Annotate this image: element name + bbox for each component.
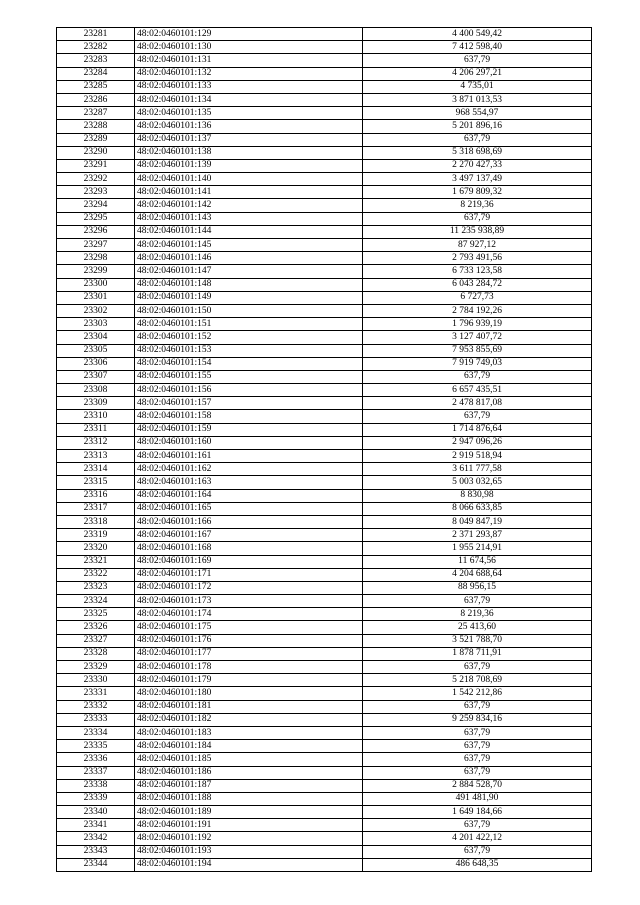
row-number: 23328: [57, 647, 135, 660]
table-row: [57, 726, 592, 739]
cadastral-value: 7 953 855,69: [363, 344, 592, 357]
row-number: 23321: [57, 555, 135, 568]
cadastral-number: 48:02:0460101:165: [135, 502, 363, 515]
cadastral-number: 48:02:0460101:185: [135, 753, 363, 766]
table-row: [57, 212, 592, 225]
cadastral-value: 637,79: [363, 700, 592, 713]
row-number: 23305: [57, 344, 135, 357]
cadastral-value: 4 735,01: [363, 80, 592, 93]
table-row: [57, 845, 592, 858]
cadastral-number: 48:02:0460101:143: [135, 212, 363, 225]
row-number: 23322: [57, 568, 135, 581]
cadastral-value: 1 679 809,32: [363, 186, 592, 199]
cadastral-value: 8 830,98: [363, 489, 592, 502]
table-row: [57, 608, 592, 621]
cadastral-value: 87 927,12: [363, 239, 592, 252]
row-number: 23310: [57, 410, 135, 423]
cadastral-number: 48:02:0460101:183: [135, 726, 363, 739]
table-row: [57, 450, 592, 463]
row-number: 23299: [57, 265, 135, 278]
cadastral-value: 4 206 297,21: [363, 67, 592, 80]
row-number: 23334: [57, 726, 135, 739]
table-row: [57, 832, 592, 845]
cadastral-value: 11 235 938,89: [363, 225, 592, 238]
cadastral-value: 637,79: [363, 133, 592, 146]
cadastral-value: 2 919 518,94: [363, 450, 592, 463]
row-number: 23317: [57, 502, 135, 515]
table-row: [57, 159, 592, 172]
cadastral-value: 637,79: [363, 54, 592, 67]
cadastral-number: 48:02:0460101:156: [135, 384, 363, 397]
cadastral-value: 7 412 598,40: [363, 41, 592, 54]
cadastral-value: 6 733 123,58: [363, 265, 592, 278]
row-number: 23290: [57, 146, 135, 159]
cadastral-value: 6 657 435,51: [363, 384, 592, 397]
table-row: [57, 661, 592, 674]
table-row: [57, 133, 592, 146]
table-row: [57, 239, 592, 252]
cadastral-value: 88 956,15: [363, 581, 592, 594]
cadastral-value: 1 649 184,66: [363, 806, 592, 819]
table-row: [57, 344, 592, 357]
row-number: 23295: [57, 212, 135, 225]
cadastral-number: 48:02:0460101:172: [135, 581, 363, 594]
cadastral-number: 48:02:0460101:182: [135, 713, 363, 726]
table-row: [57, 120, 592, 133]
table-row: [57, 581, 592, 594]
cadastral-number: 48:02:0460101:131: [135, 54, 363, 67]
row-number: 23312: [57, 436, 135, 449]
row-number: 23307: [57, 370, 135, 383]
cadastral-value: 2 270 427,33: [363, 159, 592, 172]
row-number: 23340: [57, 806, 135, 819]
cadastral-number: 48:02:0460101:160: [135, 436, 363, 449]
row-number: 23327: [57, 634, 135, 647]
row-number: 23306: [57, 357, 135, 370]
row-number: 23330: [57, 674, 135, 687]
row-number: 23288: [57, 120, 135, 133]
cadastral-number: 48:02:0460101:173: [135, 595, 363, 608]
row-number: 23286: [57, 93, 135, 106]
cadastral-value: 637,79: [363, 410, 592, 423]
cadastral-value: 4 204 688,64: [363, 568, 592, 581]
cadastral-number: 48:02:0460101:163: [135, 476, 363, 489]
cadastral-value: 6 043 284,72: [363, 278, 592, 291]
row-number: 23304: [57, 331, 135, 344]
row-number: 23292: [57, 173, 135, 186]
cadastral-value: 8 066 633,85: [363, 502, 592, 515]
cadastral-value: 5 218 708,69: [363, 674, 592, 687]
cadastral-value: 3 611 777,58: [363, 463, 592, 476]
cadastral-value: 2 371 293,87: [363, 529, 592, 542]
table-row: [57, 41, 592, 54]
row-number: 23337: [57, 766, 135, 779]
table-row: [57, 555, 592, 568]
cadastral-number: 48:02:0460101:194: [135, 858, 363, 871]
cadastral-number: 48:02:0460101:153: [135, 344, 363, 357]
cadastral-value: 5 201 896,16: [363, 120, 592, 133]
cadastral-number: 48:02:0460101:191: [135, 819, 363, 832]
cadastral-number: 48:02:0460101:150: [135, 304, 363, 317]
row-number: 23320: [57, 542, 135, 555]
cadastral-number: 48:02:0460101:166: [135, 515, 363, 528]
cadastral-number: 48:02:0460101:158: [135, 410, 363, 423]
row-number: 23291: [57, 159, 135, 172]
cadastral-number: 48:02:0460101:193: [135, 845, 363, 858]
cadastral-number: 48:02:0460101:133: [135, 80, 363, 93]
row-number: 23309: [57, 397, 135, 410]
table-row: [57, 397, 592, 410]
cadastral-number: 48:02:0460101:176: [135, 634, 363, 647]
cadastral-number: 48:02:0460101:189: [135, 806, 363, 819]
row-number: 23323: [57, 581, 135, 594]
row-number: 23314: [57, 463, 135, 476]
cadastral-number: 48:02:0460101:149: [135, 291, 363, 304]
table-row: [57, 146, 592, 159]
row-number: 23326: [57, 621, 135, 634]
row-number: 23289: [57, 133, 135, 146]
cadastral-number: 48:02:0460101:140: [135, 173, 363, 186]
cadastral-value: 637,79: [363, 740, 592, 753]
table-row: [57, 792, 592, 805]
cadastral-number: 48:02:0460101:130: [135, 41, 363, 54]
table-body: [57, 28, 592, 872]
cadastral-value: 637,79: [363, 845, 592, 858]
cadastral-value: 637,79: [363, 595, 592, 608]
cadastral-value: 4 201 422,12: [363, 832, 592, 845]
row-number: 23301: [57, 291, 135, 304]
cadastral-number: 48:02:0460101:180: [135, 687, 363, 700]
table-row: [57, 265, 592, 278]
cadastral-number: 48:02:0460101:179: [135, 674, 363, 687]
cadastral-number: 48:02:0460101:168: [135, 542, 363, 555]
cadastral-value: 5 003 032,65: [363, 476, 592, 489]
cadastral-value: 9 259 834,16: [363, 713, 592, 726]
table-row: [57, 858, 592, 871]
cadastral-number: 48:02:0460101:178: [135, 661, 363, 674]
cadastral-number: 48:02:0460101:181: [135, 700, 363, 713]
cadastral-value: 8 049 847,19: [363, 515, 592, 528]
cadastral-value: 491 481,90: [363, 792, 592, 805]
cadastral-value: 2 947 096,26: [363, 436, 592, 449]
row-number: 23332: [57, 700, 135, 713]
table-row: [57, 384, 592, 397]
row-number: 23315: [57, 476, 135, 489]
cadastral-number: 48:02:0460101:171: [135, 568, 363, 581]
row-number: 23339: [57, 792, 135, 805]
table-row: [57, 529, 592, 542]
cadastral-number: 48:02:0460101:152: [135, 331, 363, 344]
cadastral-number: 48:02:0460101:184: [135, 740, 363, 753]
cadastral-number: 48:02:0460101:169: [135, 555, 363, 568]
table-row: [57, 93, 592, 106]
row-number: 23336: [57, 753, 135, 766]
table-row: [57, 819, 592, 832]
table-row: [57, 542, 592, 555]
cadastral-number: 48:02:0460101:141: [135, 186, 363, 199]
cadastral-value: 637,79: [363, 370, 592, 383]
cadastral-number: 48:02:0460101:129: [135, 28, 363, 41]
cadastral-value: 637,79: [363, 661, 592, 674]
row-number: 23296: [57, 225, 135, 238]
cadastral-value: 637,79: [363, 819, 592, 832]
cadastral-number: 48:02:0460101:137: [135, 133, 363, 146]
row-number: 23344: [57, 858, 135, 871]
table-row: [57, 225, 592, 238]
cadastral-value: 11 674,56: [363, 555, 592, 568]
cadastral-value: 5 318 698,69: [363, 146, 592, 159]
cadastral-number: 48:02:0460101:148: [135, 278, 363, 291]
table-row: [57, 740, 592, 753]
row-number: 23325: [57, 608, 135, 621]
cadastral-value: 3 871 013,53: [363, 93, 592, 106]
table-row: [57, 304, 592, 317]
row-number: 23318: [57, 515, 135, 528]
cadastral-number: 48:02:0460101:145: [135, 239, 363, 252]
table-row: [57, 28, 592, 41]
table-row: [57, 199, 592, 212]
cadastral-value: 2 784 192,26: [363, 304, 592, 317]
table-row: [57, 674, 592, 687]
cadastral-value: 3 521 788,70: [363, 634, 592, 647]
table-row: [57, 634, 592, 647]
row-number: 23298: [57, 252, 135, 265]
table-row: [57, 502, 592, 515]
cadastral-value: 1 955 214,91: [363, 542, 592, 555]
row-number: 23324: [57, 595, 135, 608]
cadastral-value: 1 542 212,86: [363, 687, 592, 700]
cadastral-value: 637,79: [363, 753, 592, 766]
cadastral-number: 48:02:0460101:188: [135, 792, 363, 805]
table-row: [57, 621, 592, 634]
cadastral-number: 48:02:0460101:192: [135, 832, 363, 845]
cadastral-number: 48:02:0460101:139: [135, 159, 363, 172]
cadastral-value: 6 727,73: [363, 291, 592, 304]
table-row: [57, 291, 592, 304]
row-number: 23331: [57, 687, 135, 700]
row-number: 23282: [57, 41, 135, 54]
cadastral-value: 968 554,97: [363, 107, 592, 120]
cadastral-value: 2 478 817,08: [363, 397, 592, 410]
cadastral-value: 4 400 549,42: [363, 28, 592, 41]
table-row: [57, 595, 592, 608]
cadastral-number: 48:02:0460101:164: [135, 489, 363, 502]
row-number: 23311: [57, 423, 135, 436]
table-row: [57, 436, 592, 449]
table-row: [57, 173, 592, 186]
table-row: [57, 476, 592, 489]
row-number: 23335: [57, 740, 135, 753]
table-row: [57, 568, 592, 581]
table-row: [57, 463, 592, 476]
row-number: 23285: [57, 80, 135, 93]
row-number: 23342: [57, 832, 135, 845]
cadastral-number: 48:02:0460101:161: [135, 450, 363, 463]
cadastral-number: 48:02:0460101:167: [135, 529, 363, 542]
cadastral-value: 1 714 876,64: [363, 423, 592, 436]
cadastral-number: 48:02:0460101:175: [135, 621, 363, 634]
cadastral-number: 48:02:0460101:135: [135, 107, 363, 120]
cadastral-value: 7 919 749,03: [363, 357, 592, 370]
cadastral-value: 637,79: [363, 212, 592, 225]
cadastral-number: 48:02:0460101:134: [135, 93, 363, 106]
cadastral-number: 48:02:0460101:155: [135, 370, 363, 383]
table-row: [57, 647, 592, 660]
row-number: 23281: [57, 28, 135, 41]
cadastral-value: 3 127 407,72: [363, 331, 592, 344]
table-row: [57, 107, 592, 120]
table-row: [57, 410, 592, 423]
cadastral-number: 48:02:0460101:147: [135, 265, 363, 278]
cadastral-value: 3 497 137,49: [363, 173, 592, 186]
row-number: 23316: [57, 489, 135, 502]
row-number: 23284: [57, 67, 135, 80]
row-number: 23283: [57, 54, 135, 67]
cadastral-value: 637,79: [363, 766, 592, 779]
table-row: [57, 779, 592, 792]
cadastral-number: 48:02:0460101:151: [135, 318, 363, 331]
table-row: [57, 687, 592, 700]
cadastral-number: 48:02:0460101:157: [135, 397, 363, 410]
cadastral-number: 48:02:0460101:159: [135, 423, 363, 436]
cadastral-number: 48:02:0460101:177: [135, 647, 363, 660]
table-row: [57, 252, 592, 265]
table-row: [57, 80, 592, 93]
row-number: 23333: [57, 713, 135, 726]
cadastral-number: 48:02:0460101:138: [135, 146, 363, 159]
cadastral-value: 1 796 939,19: [363, 318, 592, 331]
cadastral-number: 48:02:0460101:186: [135, 766, 363, 779]
table-row: [57, 700, 592, 713]
row-number: 23308: [57, 384, 135, 397]
table-row: [57, 331, 592, 344]
row-number: 23294: [57, 199, 135, 212]
cadastral-value: 8 219,36: [363, 199, 592, 212]
row-number: 23341: [57, 819, 135, 832]
cadastral-number: 48:02:0460101:132: [135, 67, 363, 80]
table-row: [57, 515, 592, 528]
cadastral-number: 48:02:0460101:162: [135, 463, 363, 476]
table-row: [57, 806, 592, 819]
cadastral-number: 48:02:0460101:142: [135, 199, 363, 212]
cadastral-value: 2 793 491,56: [363, 252, 592, 265]
row-number: 23287: [57, 107, 135, 120]
cadastral-number: 48:02:0460101:174: [135, 608, 363, 621]
table-row: [57, 370, 592, 383]
cadastral-value-table: [56, 27, 592, 872]
cadastral-value: 25 413,60: [363, 621, 592, 634]
table-row: [57, 766, 592, 779]
cadastral-value: 486 648,35: [363, 858, 592, 871]
row-number: 23338: [57, 779, 135, 792]
row-number: 23293: [57, 186, 135, 199]
cadastral-number: 48:02:0460101:146: [135, 252, 363, 265]
cadastral-value: 1 878 711,91: [363, 647, 592, 660]
table-row: [57, 357, 592, 370]
cadastral-value: 2 884 528,70: [363, 779, 592, 792]
table-row: [57, 753, 592, 766]
row-number: 23329: [57, 661, 135, 674]
table-row: [57, 186, 592, 199]
cadastral-value: 8 219,36: [363, 608, 592, 621]
table-row: [57, 423, 592, 436]
row-number: 23303: [57, 318, 135, 331]
row-number: 23319: [57, 529, 135, 542]
table-row: [57, 278, 592, 291]
cadastral-number: 48:02:0460101:187: [135, 779, 363, 792]
cadastral-number: 48:02:0460101:154: [135, 357, 363, 370]
cadastral-number: 48:02:0460101:136: [135, 120, 363, 133]
row-number: 23302: [57, 304, 135, 317]
table-row: [57, 318, 592, 331]
row-number: 23343: [57, 845, 135, 858]
cadastral-value: 637,79: [363, 726, 592, 739]
row-number: 23297: [57, 239, 135, 252]
row-number: 23300: [57, 278, 135, 291]
table-row: [57, 67, 592, 80]
row-number: 23313: [57, 450, 135, 463]
table-row: [57, 54, 592, 67]
table-row: [57, 489, 592, 502]
cadastral-number: 48:02:0460101:144: [135, 225, 363, 238]
table-row: [57, 713, 592, 726]
